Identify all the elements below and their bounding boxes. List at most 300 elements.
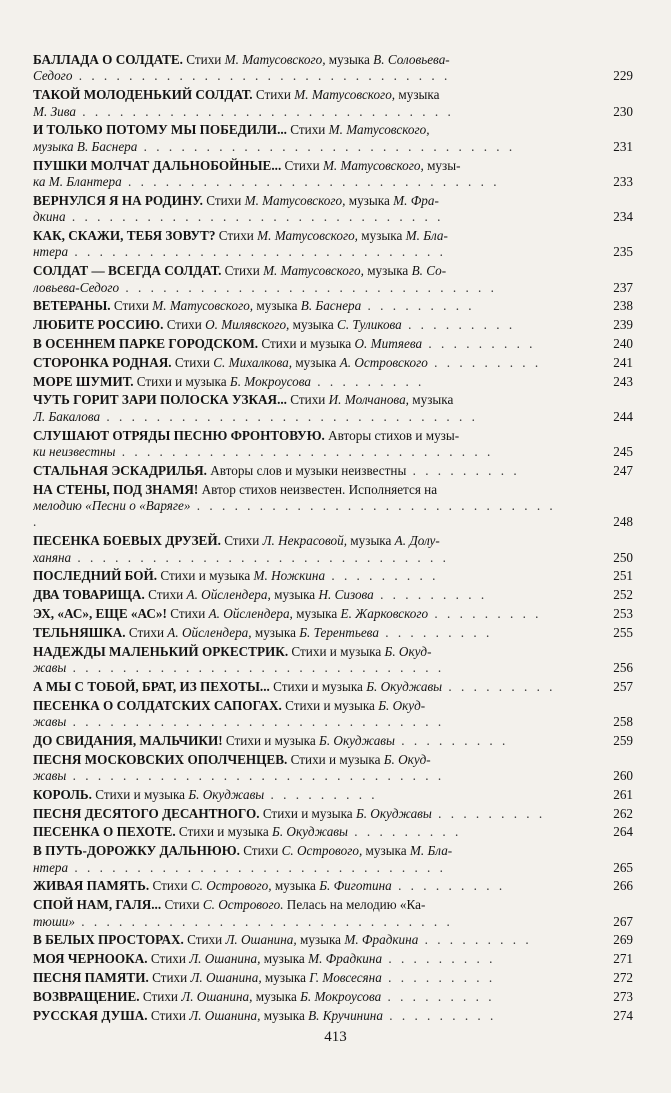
leader-dots: . . . . . . . . . (361, 298, 475, 314)
composer-name: Б. Фиготина (319, 878, 392, 894)
credit-text: Стихи (147, 1007, 190, 1023)
song-title: СПОЙ НАМ, ГАЛЯ... (33, 897, 162, 913)
leader-dots: . . . . . . . . . (378, 624, 493, 640)
leader-dots: . . . . . . . . . (427, 354, 542, 370)
credit-text: Стихи и музыка (269, 678, 367, 694)
song-title: СОЛДАТ — ВСЕГДА СОЛДАТ. (33, 263, 222, 279)
toc-entry (33, 951, 633, 967)
leader-dots: . . . . . . . . . (391, 878, 506, 894)
leader-dots: . . . . . . . . . (442, 678, 556, 694)
song-title: ПЕСЕНКА О СОЛДАТСКИХ САПОГАХ. (33, 697, 282, 713)
continuation-text: ханяна (33, 549, 72, 565)
song-title: В ПУТЬ-ДОРОЖКУ ДАЛЬНЮЮ. (33, 843, 240, 859)
toc-page-number: 253 (613, 606, 633, 622)
toc-page-number: 264 (613, 824, 633, 840)
credit-text: Автор стихов неизвестен. Исполняется на (198, 481, 438, 497)
leader-dots: . . . . . . . . . . . . . . . . . . . . . . . . . . . . . . (121, 174, 500, 190)
leader-dots: . . . . . . . . . . . . . . . . . . . . . . . . . . . . . . (66, 714, 445, 730)
continuation-text: М. Зива (33, 103, 76, 119)
song-title: НАДЕЖДЫ МАЛЕНЬКИЙ ОРКЕСТРИК. (33, 643, 289, 659)
credit-text: музыка (408, 392, 454, 408)
toc-entry-text (33, 878, 597, 894)
toc-entry-text (33, 897, 597, 930)
toc-entry (33, 733, 633, 749)
lyricist-name: Б. Окуд- (383, 751, 431, 767)
toc-page-number: 265 (613, 859, 633, 875)
credit-text: Стихи (161, 897, 203, 913)
continuation-text: ки неизвестны (33, 444, 116, 460)
lyricist-name: М. Матусовского, (244, 192, 346, 208)
song-title: ТАКОЙ МОЛОДЕНЬКИЙ СОЛДАТ. (33, 87, 253, 103)
credit-text: Стихи (144, 587, 187, 603)
leader-dots: . . . . . . . . . . . . . . . . . . . . . . . . . . . . . . (72, 68, 451, 84)
credit-text: музыка (347, 533, 395, 549)
toc-entry (33, 336, 633, 352)
toc-entry-text (33, 843, 597, 876)
credit-text: Стихи (148, 970, 191, 985)
composer-name: В. Соловьева- (373, 52, 450, 67)
continuation-text: Седого (33, 68, 73, 84)
leader-dots: . . . . . . . . . (264, 786, 378, 802)
credit-text: Стихи (139, 988, 182, 1004)
song-title: РУССКАЯ ДУША. (33, 1007, 148, 1023)
credit-text: музыка (357, 228, 406, 244)
credit-text: Стихи (239, 843, 282, 859)
credit-text: Стихи (171, 354, 214, 370)
toc-page-number: 230 (613, 103, 633, 119)
song-title: ПЕСНЯ ПАМЯТИ. (33, 970, 149, 985)
composer-name: В. Кручинина (308, 1007, 383, 1023)
credit-text: Стихи и музыка (133, 373, 230, 389)
toc-page-number: 245 (613, 444, 633, 460)
lyricist-name: Б. Окуд- (384, 643, 432, 659)
credit-text: Стихи и музыка (258, 336, 355, 352)
toc-entry-text (33, 824, 597, 840)
credit-text: музыка (345, 192, 394, 208)
credit-text: музыка (395, 87, 440, 103)
toc-entry-text (33, 463, 597, 479)
credit-text: Стихи (286, 392, 329, 408)
lyricist-name: С. Острового. (202, 897, 284, 913)
toc-entry (33, 1008, 633, 1024)
continuation-text: ка М. Блантера (33, 174, 122, 190)
song-title: ЛЮБИТЕ РОССИЮ. (33, 317, 164, 333)
credit-text: Стихи и музыка (175, 824, 273, 840)
toc-entry-text (33, 752, 597, 785)
toc-entry-text (33, 644, 597, 677)
lyricist-name: А. Ойслендера, (186, 587, 271, 603)
song-title: А МЫ С ТОБОЙ, БРАТ, ИЗ ПЕХОТЫ... (33, 678, 270, 694)
toc-entry-text (33, 298, 597, 314)
credit-text: Стихи и музыка (91, 786, 189, 802)
leader-dots: . . . . . . . . . . . . . . . . . . . . . . . . . . . . . . (100, 408, 478, 424)
toc-entry-text (33, 428, 597, 461)
leader-dots: . . . . . . . . . (325, 568, 439, 584)
composer-name: М. Фра- (393, 192, 439, 208)
toc-entry-text (33, 989, 597, 1005)
toc-page-number: 262 (613, 805, 633, 821)
leader-dots: . . . . . . . . . . . . . . . . . . . . . . . . . . . . . . (119, 279, 497, 295)
leader-dots: . . . . . . . . . . . . . . . . . . . . . . . . . . . . . . (65, 209, 444, 225)
composer-name: Н. Сизова (318, 587, 374, 603)
lyricist-name: М. Матусовского, (294, 87, 396, 103)
continuation-text: музыка В. Баснера (33, 138, 138, 154)
toc-entry-text (33, 625, 597, 641)
toc-entry-text (33, 679, 597, 695)
song-title: ЖИВАЯ ПАМЯТЬ. (33, 878, 150, 894)
credit-text: Авторы слов и музыки неизвестны (206, 462, 407, 478)
song-title: В БЕЛЫХ ПРОСТОРАХ. (33, 932, 184, 948)
credit-text: Стихи (182, 52, 225, 67)
lyricist-name: Л. Ошанина, (189, 951, 261, 967)
leader-dots: . . . . . . . . . . . . . . . . . . . . . . . . . . . . . . (115, 444, 494, 460)
credit-text: Стихи (163, 317, 206, 333)
lyricist-name: М. Матусовского, (328, 122, 430, 138)
toc-entry (33, 568, 633, 584)
leader-dots: . . . . . . . . . (431, 805, 546, 821)
toc-page-number: 243 (613, 373, 633, 389)
leader-dots: . . . . . . . . . (310, 373, 425, 389)
toc-entry-text (33, 533, 597, 566)
toc-page-number: 251 (613, 568, 633, 584)
composer-name: М. Фрадкина (344, 932, 419, 948)
song-title: ЭХ, «АС», ЕЩЕ «АС»! (33, 606, 167, 622)
toc-page-number: 274 (613, 1007, 633, 1023)
toc-entry-text (33, 317, 597, 333)
toc-entry (33, 463, 633, 479)
lyricist-name: Б. Окуджавы (366, 678, 443, 694)
lyricist-name: М. Матусовского, (224, 52, 326, 67)
continuation-text: жавы (33, 714, 67, 730)
credit-text: музыка (296, 932, 345, 948)
toc-entry-text (33, 733, 597, 749)
song-title: МОРЕ ШУМИТ. (33, 373, 134, 389)
leader-dots: . . . . . . . . . (382, 1007, 497, 1023)
toc-entry-text (33, 336, 597, 352)
credit-text: музыка (252, 988, 301, 1004)
toc-page-number: 233 (613, 174, 633, 190)
song-title: НА СТЕНЫ, ПОД ЗНАМЯ! (33, 481, 199, 497)
toc-entry-text (33, 355, 597, 371)
song-title: ТЕЛЬНЯШКА. (33, 624, 126, 640)
lyricist-name: О. Милявского, (205, 317, 290, 333)
toc-entry (33, 644, 633, 677)
leader-dots: . . . . . . . . . . . . . . . . . . . . . . . . . . . . . . (75, 103, 454, 119)
toc-entry-text (33, 951, 597, 967)
composer-name: М. Бла- (409, 843, 453, 859)
credit-text: Стихи (281, 157, 323, 173)
toc-entry (33, 374, 633, 390)
song-title: ПЕСЕНКА О ПЕХОТЕ. (33, 824, 176, 840)
toc-entry (33, 932, 633, 948)
lyricist-name: А. Ойслендера, (208, 606, 293, 622)
leader-dots: . . . . . . . . . (406, 462, 520, 478)
toc-page-number: 240 (613, 336, 633, 352)
lyricist-name: М. Матусовского, (257, 228, 358, 244)
table-of-contents (33, 52, 633, 1026)
toc-entry (33, 392, 633, 425)
toc-page-number: 247 (613, 462, 633, 478)
toc-page-number: 237 (613, 279, 633, 295)
credit-text: Авторы стихов и музы- (324, 427, 460, 443)
song-title: СТАЛЬНАЯ ЭСКАДРИЛЬЯ. (33, 462, 207, 478)
credit-text: Стихи (183, 932, 226, 948)
credit-text: Стихи (221, 263, 264, 279)
lyricist-name: Б. Окуджавы (188, 786, 265, 802)
toc-page-number: 250 (613, 549, 633, 565)
toc-entry-text (33, 606, 597, 622)
toc-entry-text (33, 587, 597, 603)
leader-dots: . . . . . . . . . (381, 970, 496, 985)
credit-text: Стихи (215, 228, 258, 244)
toc-entry (33, 298, 633, 314)
credit-text: музыка (363, 263, 412, 279)
lyricist-name: О. Митяева (354, 336, 423, 352)
toc-entry-text (33, 228, 597, 261)
lyricist-name: И. Молчанова, (328, 392, 409, 408)
composer-name: А. Островского (339, 354, 428, 370)
credit-text: музыка (289, 317, 338, 333)
continuation-text: мелодию «Песни о «Варяге» (33, 498, 191, 514)
leader-dots: . . . . . . . . . . . . . . . . . . . . . . . . . . . . . . (33, 498, 556, 530)
leader-dots: . . . . . . . . . (401, 317, 516, 333)
credit-text: музыка (253, 298, 301, 314)
leader-dots: . . . . . . . . . (373, 587, 488, 603)
credit-text: Стихи и музыка (288, 643, 385, 659)
toc-page-number: 239 (613, 317, 633, 333)
toc-entry-text (33, 787, 597, 803)
toc-entry-text (33, 193, 597, 226)
toc-entry (33, 970, 633, 986)
credit-text: Стихи (147, 951, 190, 967)
leader-dots: . . . . . . . . . (422, 336, 536, 352)
credit-text: Стихи и музыка (259, 805, 356, 821)
toc-entry (33, 52, 633, 85)
toc-entry (33, 806, 633, 822)
toc-page-number: 238 (613, 298, 633, 314)
toc-page-number: 269 (613, 932, 633, 948)
credit-text: музыка (251, 624, 300, 640)
toc-entry-text (33, 1008, 597, 1024)
continuation-text: дкина (33, 209, 66, 225)
song-title: ПЕСЕНКА БОЕВЫХ ДРУЗЕЙ. (33, 533, 221, 549)
song-title: ПЕСНЯ ДЕСЯТОГО ДЕСАНТНОГО. (33, 805, 260, 821)
credit-text: Стихи (110, 298, 153, 314)
credit-text: музыка (292, 354, 340, 370)
toc-entry-text (33, 806, 597, 822)
toc-entry-text (33, 932, 597, 948)
credit-text: музы- (423, 157, 461, 173)
song-title: И ТОЛЬКО ПОТОМУ МЫ ПОБЕДИЛИ... (33, 122, 287, 138)
toc-entry (33, 606, 633, 622)
lyricist-name: С. Острового, (281, 843, 363, 859)
toc-page-number: 273 (613, 988, 633, 1004)
credit-text: музыка (261, 970, 310, 985)
lyricist-name: Б. Окуджавы (355, 805, 432, 821)
leader-dots: . . . . . . . . . . . . . . . . . . . . . . . . . . . . . . (68, 859, 446, 875)
toc-entry-text (33, 158, 597, 191)
toc-page-number: 229 (613, 68, 633, 84)
toc-entry-text (33, 263, 597, 296)
toc-page-number: 256 (613, 660, 633, 676)
toc-page-number: 244 (613, 408, 633, 424)
leader-dots: . . . . . . . . . . . . . . . . . . . . . . . . . . . . . . (74, 913, 453, 929)
song-title: СЛУШАЮТ ОТРЯДЫ ПЕСНЮ ФРОНТОВУЮ. (33, 427, 325, 443)
continuation-text: нтера (33, 244, 69, 260)
toc-page-number: 255 (613, 624, 633, 640)
toc-page-number: 261 (613, 786, 633, 802)
credit-text: музыка (260, 951, 309, 967)
toc-page-number: 234 (613, 209, 633, 225)
toc-entry (33, 263, 633, 296)
toc-entry (33, 698, 633, 731)
continuation-text: Л. Бакалова (33, 408, 101, 424)
toc-page-number: 231 (613, 138, 633, 154)
lyricist-name: С. Михалкова, (213, 354, 293, 370)
credit-text: Пелась на мелодию «Ка- (283, 897, 426, 913)
toc-entry (33, 824, 633, 840)
song-title: ВОЗВРАЩЕНИЕ. (33, 988, 140, 1004)
toc-page-number: 267 (613, 913, 633, 929)
credit-text: Стихи (149, 878, 191, 894)
lyricist-name: А. Ойслендера, (167, 624, 252, 640)
toc-page-number: 266 (613, 878, 633, 894)
toc-entry-text (33, 970, 597, 986)
toc-entry-text (33, 482, 597, 531)
lyricist-name: Б. Окуджавы (272, 824, 348, 840)
lyricist-name: М. Матусовского, (152, 298, 254, 314)
lyricist-name: Л. Ошанина, (181, 988, 253, 1004)
lyricist-name: М. Матусовского, (263, 263, 364, 279)
leader-dots: . . . . . . . . . (381, 988, 495, 1004)
toc-entry (33, 897, 633, 930)
toc-page-number: 259 (613, 732, 633, 748)
page-number: 413 (324, 1029, 347, 1045)
composer-name: В. Баснера (300, 298, 362, 314)
composer-name: М. Бла- (405, 228, 448, 244)
continuation-text: жавы (33, 768, 67, 784)
credit-text: Стихи и музыка (222, 732, 320, 748)
toc-entry (33, 158, 633, 191)
lyricist-name: Л. Некрасовой, (262, 533, 347, 549)
leader-dots: . . . . . . . . . . . . . . . . . . . . . . . . . . . . . . (66, 768, 445, 784)
leader-dots: . . . . . . . . . . . . . . . . . . . . . . . . . . . . . . (71, 549, 449, 565)
leader-dots: . . . . . . . . . (394, 732, 509, 748)
continuation-text: ловьева-Седого (33, 279, 120, 295)
composer-name: Б. Терентьева (299, 624, 379, 640)
credit-text: музыка (292, 606, 341, 622)
toc-entry (33, 878, 633, 894)
credit-text: Стихи (286, 122, 329, 138)
toc-page-number: 258 (613, 714, 633, 730)
lyricist-name: Б. Мокроусова (229, 373, 311, 389)
lyricist-name: Б. Окуджавы (319, 732, 395, 748)
lyricist-name: М. Ножкина (253, 568, 326, 584)
song-title: СТОРОНКА РОДНАЯ. (33, 354, 172, 370)
toc-page-number: 252 (613, 587, 633, 603)
credit-text: музыка (270, 587, 319, 603)
credit-text: Стихи (252, 87, 295, 103)
toc-entry (33, 787, 633, 803)
leader-dots: . . . . . . . . . . . . . . . . . . . . . . . . . . . . . . (68, 244, 446, 260)
credit-text: Стихи (125, 624, 168, 640)
credit-text: музыка (362, 843, 410, 859)
toc-page-number: 241 (613, 354, 633, 370)
composer-name: Б. Мокроусова (300, 988, 382, 1004)
credit-text: Стихи (220, 533, 263, 549)
toc-page-number: 260 (613, 768, 633, 784)
lyricist-name: Л. Ошанина, (189, 1007, 261, 1023)
toc-entry-text (33, 392, 597, 425)
song-title: ПЕСНЯ МОСКОВСКИХ ОПОЛЧЕНЦЕВ. (33, 751, 288, 767)
song-title: ПУШКИ МОЛЧАТ ДАЛЬНОБОЙНЫЕ... (33, 157, 282, 173)
leader-dots: . . . . . . . . . . . . . . . . . . . . . . . . . . . . . . (137, 138, 516, 154)
leader-dots: . . . . . . . . . (428, 606, 542, 622)
toc-entry (33, 752, 633, 785)
leader-dots: . . . . . . . . . (347, 824, 462, 840)
song-title: ДВА ТОВАРИЩА. (33, 587, 145, 603)
credit-text: музыка (271, 878, 320, 894)
toc-entry (33, 355, 633, 371)
toc-entry (33, 87, 633, 120)
leader-dots: . . . . . . . . . (382, 951, 496, 967)
lyricist-name: Б. Окуд- (378, 697, 426, 713)
credit-text: Стихи и музыка (287, 751, 384, 767)
toc-entry (33, 193, 633, 226)
composer-name: А. Долу- (394, 533, 440, 549)
continuation-text: нтера (33, 859, 69, 875)
continuation-text: тюши» (33, 913, 75, 929)
toc-entry-text (33, 52, 597, 85)
toc-page-number: 235 (613, 244, 633, 260)
lyricist-name: С. Острового, (190, 878, 272, 894)
composer-name: Г. Мовсесяна (309, 970, 382, 985)
credit-text: Стихи и музыка (281, 697, 379, 713)
toc-entry (33, 428, 633, 461)
leader-dots: . . . . . . . . . (418, 932, 532, 948)
toc-page-number: 271 (613, 951, 633, 967)
toc-page-number: 248 (613, 514, 633, 530)
toc-entry (33, 989, 633, 1005)
credit-text: музыка (325, 52, 374, 67)
song-title: В ОСЕННЕМ ПАРКЕ ГОРОДСКОМ. (33, 336, 259, 352)
song-title: ВЕРНУЛСЯ Я НА РОДИНУ. (33, 192, 203, 208)
song-title: ДО СВИДАНИЯ, МАЛЬЧИКИ! (33, 732, 223, 748)
leader-dots: . . . . . . . . . . . . . . . . . . . . . . . . . . . . . . (66, 660, 445, 676)
credit-text: музыка (260, 1007, 309, 1023)
toc-page-number: 272 (613, 970, 633, 985)
toc-entry-text (33, 87, 597, 120)
toc-entry (33, 587, 633, 603)
toc-entry (33, 228, 633, 261)
toc-entry-text (33, 122, 597, 155)
composer-name: Е. Жарковского (340, 606, 429, 622)
toc-entry (33, 679, 633, 695)
song-title: ВЕТЕРАНЫ. (33, 298, 111, 314)
composer-name: С. Туликова (337, 317, 402, 333)
toc-entry (33, 533, 633, 566)
credit-text: Стихи (166, 606, 209, 622)
toc-page-number: 257 (613, 678, 633, 694)
song-title: БАЛЛАДА О СОЛДАТЕ. (33, 52, 183, 67)
song-title: ЧУТЬ ГОРИТ ЗАРИ ПОЛОСКА УЗКАЯ... (33, 392, 287, 408)
continuation-text: жавы (33, 660, 67, 676)
toc-entry (33, 317, 633, 333)
lyricist-name: Л. Ошанина, (225, 932, 297, 948)
lyricist-name: М. Матусовского, (322, 157, 424, 173)
song-title: ПОСЛЕДНИЙ БОЙ. (33, 568, 158, 584)
toc-entry (33, 625, 633, 641)
